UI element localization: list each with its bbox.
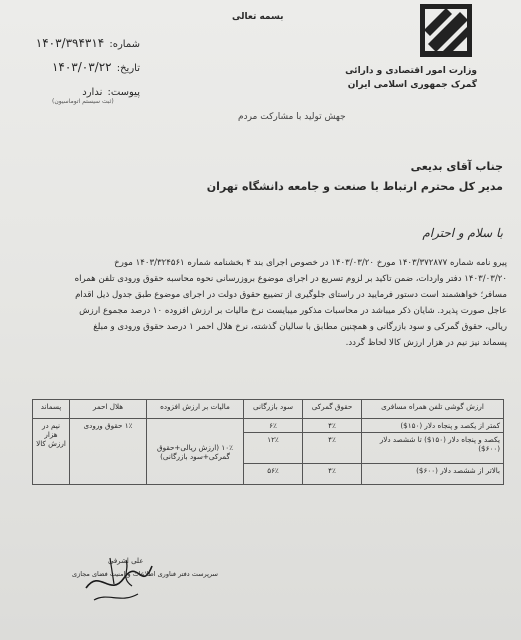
date-label: تاریخ: [116, 63, 140, 74]
number-value: ۱۴۰۳/۳۹۴۳۱۴ [35, 36, 105, 50]
body-line: عاجل صورت پذیرد. شایان ذکر میباشد در محاسبات مذکور میبایست نرخ مالیات بر ارزش افزوده ۱۰ درصد مجموع ارزش [79, 306, 507, 316]
col-header-waste: پسماند [33, 400, 70, 419]
body-line: پیرو نامه شماره ۱۴۰۳/۳۷۲۸۷۷ مورخ ۱۴۰۳/۰۳/۲۰ در خصوص اجرای بند ۴ بخشنامه شماره ۱۴۰۳/۳۲۴۵۶۱ مورخ [114, 258, 507, 268]
cell-vat: ۱۰٪ (ارزش ریالی+حقوق گمرکی+سود بازرگانی) [147, 419, 244, 485]
recipient-title: مدیر کل محترم ارتباط با صنعت و جامعه دانشگاه تهران [206, 180, 503, 193]
number-label: شماره: [109, 39, 140, 50]
cell-customs-duty: ۴٪ [303, 419, 362, 433]
slogan: جهش تولید با مشارکت مردم [238, 112, 346, 122]
cell-red-crescent: ۱٪ حقوق ورودی [70, 419, 147, 485]
body-line: ۱۴۰۳/۰۳/۲۰ دفتر واردات، ضمن تاکید بر لزوم تسریع در اجرای موضوع بروزرسانی نحوه محاسبه حقوق ورودی تلفن همراه [74, 274, 507, 284]
table-row [33, 419, 504, 433]
cell-commercial-profit: ۵۶٪ [244, 464, 303, 485]
tariff-table [32, 399, 504, 485]
letter-attachment [10, 80, 140, 99]
ministry-line-2: گمرک جمهوری اسلامی ایران [347, 80, 477, 90]
cell-commercial-profit: ۱۲٪ [244, 433, 303, 464]
letter-number [10, 32, 140, 51]
recipient-name: جناب آقای بدیعی [410, 160, 503, 173]
cell-waste: نیم در هزار ارزش کالا [33, 419, 70, 485]
ministry-line-1: وزارت امور اقتصادی و دارائی [345, 66, 477, 76]
signer-title: سرپرست دفتر فناوری اطلاعات و امنیت فضای مجازی [72, 570, 218, 578]
col-header-red-crescent: هلال احمر [70, 400, 147, 419]
col-header-phone-value: ارزش گوشی تلفن همراه مسافری [362, 400, 504, 419]
attachment-value: ندارد [82, 87, 103, 98]
body-line: مسافر؛ خواهشمند است دستور فرمایید در راستای جلوگیری از تضییع حقوق دولت در اجرای موضوع طبق جدول ذیل اقدام [75, 290, 507, 300]
ref-note: (ثبت سیستم اتوماسیون) [52, 98, 114, 105]
cell-phone-value: کمتر از یکصد و پنجاه دلار (۱۵۰$) [362, 419, 504, 433]
cell-customs-duty: ۴٪ [303, 464, 362, 485]
signer-name: علی اشرفی [108, 557, 144, 565]
customs-logo-icon [420, 4, 472, 58]
body-line: پسماند نیز نیم در هزار ارزش کالا لحاظ گردد. [345, 338, 507, 348]
col-header-customs-duty: حقوق گمرکی [303, 400, 362, 419]
cell-phone-value: بالاتر از ششصد دلار (۶۰۰$) [362, 464, 504, 485]
date-value: ۱۴۰۳/۰۳/۲۲ [51, 60, 112, 74]
cell-customs-duty: ۴٪ [303, 433, 362, 464]
col-header-commercial-profit: سود بازرگانی [244, 400, 303, 419]
greeting: با سلام و احترام [422, 226, 503, 240]
cell-phone-value: یکصد و پنجاه دلار (۱۵۰$) تا ششصد دلار (۶۰۰$) [362, 433, 504, 464]
cell-commercial-profit: ۶٪ [244, 419, 303, 433]
col-header-vat: مالیات بر ارزش افزوده [147, 400, 244, 419]
table-header-row [33, 400, 504, 419]
bism-heading: بسمه تعالی [232, 12, 284, 22]
ministry-name [345, 64, 477, 92]
body-line: ریالی، حقوق گمرکی و سود بازرگانی و همچنین مطابق با سالیان گذشته، نرخ هلال احمر ۱ درصد حقوق ورودی و مبلغ [93, 322, 507, 332]
attachment-label: پیوست: [107, 87, 140, 98]
letter-date [10, 56, 140, 75]
